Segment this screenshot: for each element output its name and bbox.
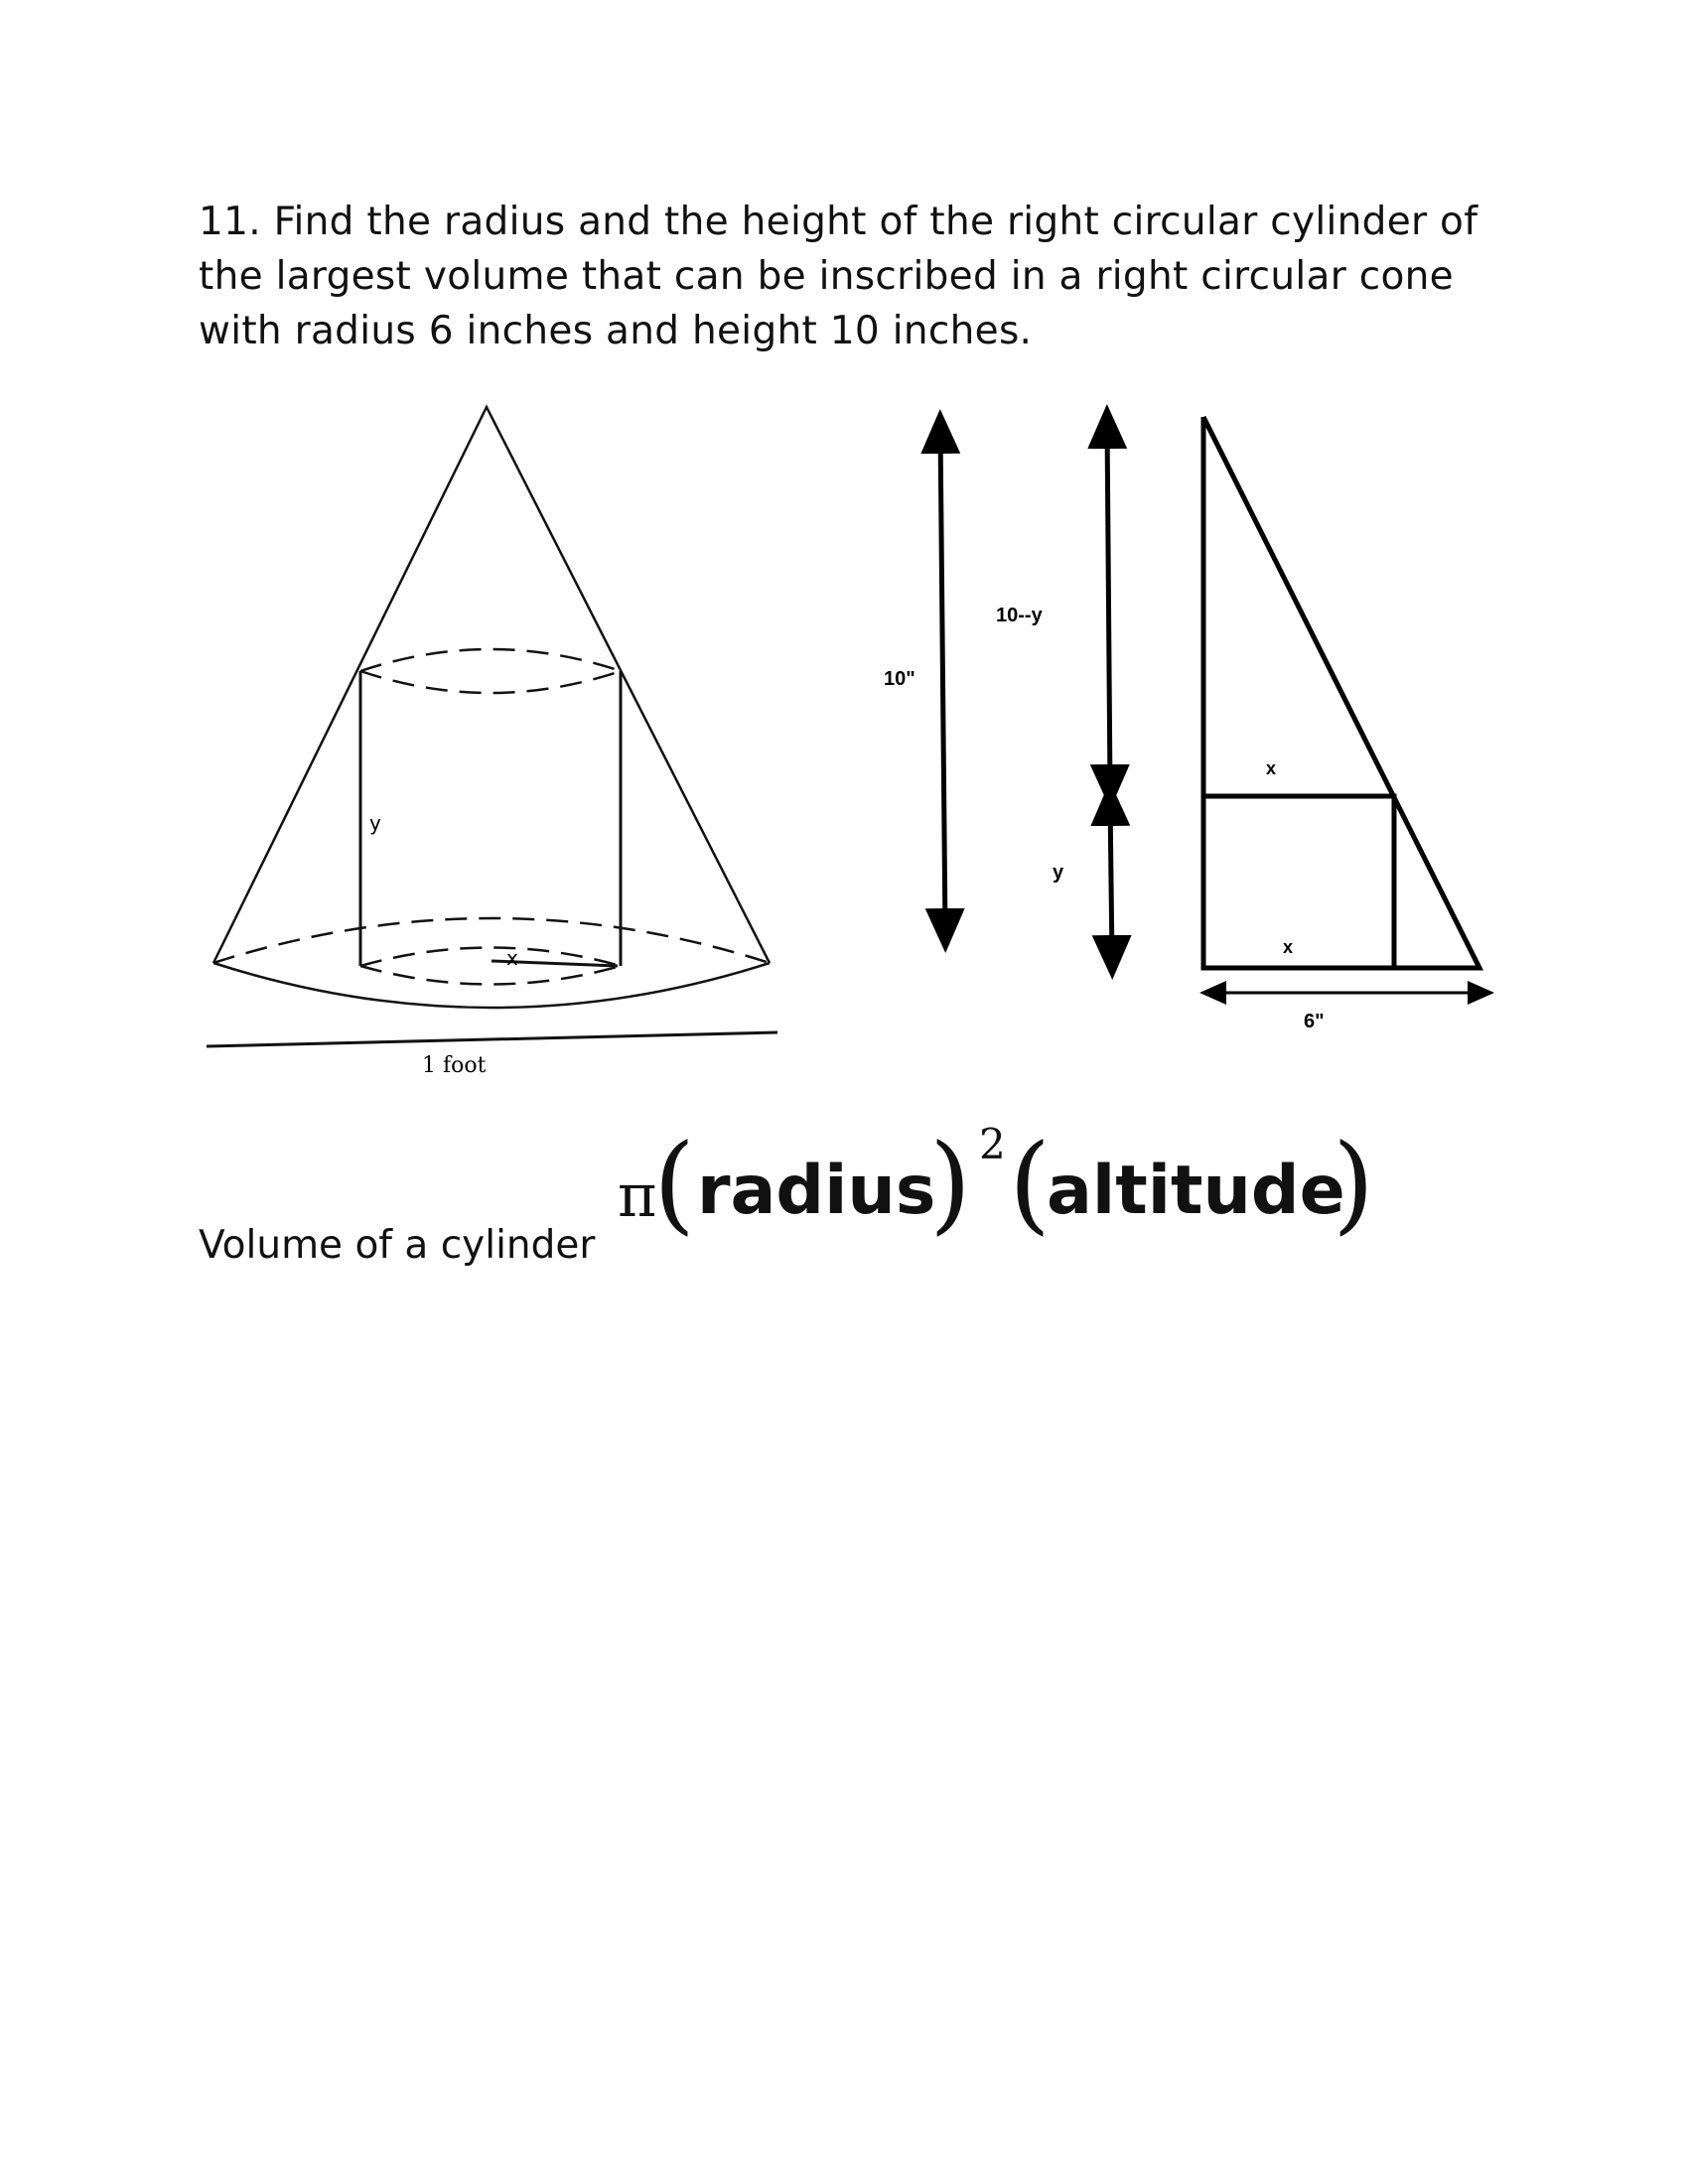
triangle-label-base: 6"	[1304, 1011, 1325, 1032]
lower-segment-arrow	[1110, 801, 1112, 960]
open-paren-altitude: (	[1009, 1122, 1052, 1246]
cylinder-top-back	[360, 649, 621, 671]
cone-base-measure-line	[207, 1032, 777, 1046]
upper-segment-arrow	[1107, 424, 1110, 789]
label-total-height: 10"	[884, 668, 915, 690]
close-paren-altitude: )	[1333, 1122, 1375, 1246]
triangle-figure	[1203, 417, 1482, 993]
cone-label-x: x	[506, 946, 518, 970]
label-lower-segment: y	[1053, 862, 1064, 884]
volume-caption: Volume of a cylinder	[199, 1223, 596, 1268]
measure-arrows	[940, 424, 1112, 960]
pi-symbol: π	[618, 1161, 657, 1231]
triangle-label-x-bottom: x	[1283, 937, 1294, 957]
cone-label-y: y	[369, 811, 381, 835]
cone-base-front	[213, 963, 770, 1008]
triangle-outline	[1203, 417, 1479, 968]
total-height-arrow	[940, 429, 945, 933]
cone-label-base: 1 foot	[422, 1053, 487, 1078]
close-paren-radius: )	[929, 1122, 972, 1246]
cone-base-back	[213, 918, 770, 963]
problem-line-1: 11. Find the radius and the height of the right circular cylinder of	[199, 200, 1478, 244]
cone-outline	[213, 407, 770, 963]
triangle-label-x-top: x	[1266, 758, 1277, 778]
problem-line-2: the largest volume that can be inscribed in a right circular cone	[199, 254, 1454, 299]
formula-word-altitude: altitude	[1047, 1152, 1345, 1230]
cone-figure	[207, 407, 777, 1046]
inscribed-rectangle	[1203, 796, 1394, 968]
formula-word-radius: radius	[697, 1152, 936, 1230]
cylinder-bottom-front	[360, 966, 621, 985]
exponent-two: 2	[979, 1120, 1006, 1168]
cylinder-top-front	[360, 671, 621, 693]
open-paren-radius: (	[653, 1122, 696, 1246]
label-upper-segment: 10--y	[996, 605, 1043, 626]
problem-line-3: with radius 6 inches and height 10 inches.	[199, 309, 1033, 353]
